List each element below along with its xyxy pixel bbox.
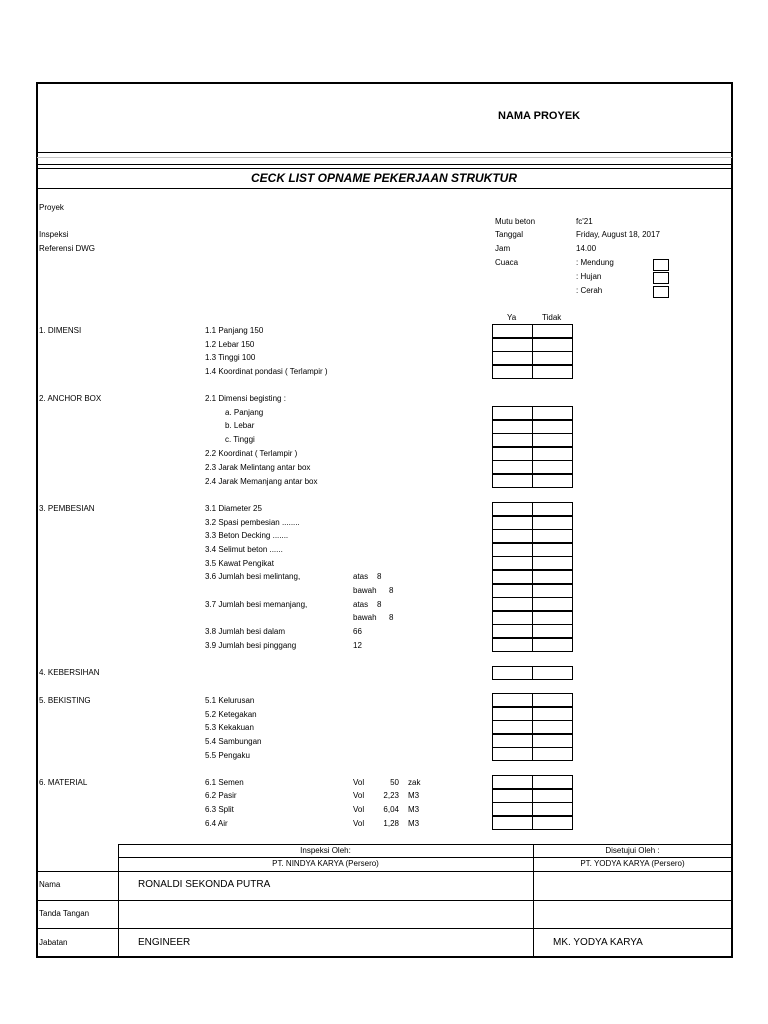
checkbox-ya[interactable] [492, 433, 533, 447]
form-title: CECK LIST OPNAME PEKERJAAN STRUKTUR [250, 171, 517, 185]
checkbox-ya[interactable] [492, 447, 533, 461]
list-item: 3.5 Kawat Pengikat [205, 559, 274, 568]
checkbox-tidak[interactable] [532, 516, 573, 530]
jam-value: 14.00 [576, 244, 597, 253]
list-item: 1.1 Panjang 150 [205, 326, 264, 335]
checkbox-tidak[interactable] [532, 638, 573, 652]
list-item: a. Panjang [225, 408, 264, 417]
checkbox-ya[interactable] [492, 584, 533, 598]
checkbox-tidak[interactable] [532, 747, 573, 761]
list-item: 3.8 Jumlah besi dalam [205, 627, 286, 636]
item-sub-value: 66 [353, 627, 362, 636]
checkbox-tidak[interactable] [532, 584, 573, 598]
checkbox-tidak[interactable] [532, 816, 573, 830]
checkbox-tidak[interactable] [532, 447, 573, 461]
checkbox-ya[interactable] [492, 406, 533, 420]
material-vol-label: Vol [353, 819, 365, 828]
checkbox-ya[interactable] [492, 460, 533, 474]
list-item: 5.3 Kekakuan [205, 723, 254, 732]
material-unit: M3 [408, 791, 420, 800]
material-vol-value: 6,04 [383, 805, 399, 814]
mutu-beton-label: Mutu beton [495, 217, 536, 226]
item-sub-value: 8 [389, 586, 394, 595]
checkbox-tidak[interactable] [532, 460, 573, 474]
checkbox-ya[interactable] [492, 529, 533, 543]
proyek-label: Proyek [39, 203, 64, 212]
inspeksi-label: Inspeksi [39, 230, 69, 239]
checkbox-ya[interactable] [492, 502, 533, 516]
checkbox-ya[interactable] [492, 775, 533, 789]
list-item: 1.2 Lebar 150 [205, 340, 255, 349]
material-vol-label: Vol [353, 791, 365, 800]
checkbox-tidak[interactable] [532, 666, 573, 680]
weather-option-mendung: : Mendung [576, 258, 614, 267]
checkbox-tidak[interactable] [532, 789, 573, 803]
item-sub-value: 12 [353, 641, 362, 650]
checkbox-ya[interactable] [492, 720, 533, 734]
list-item: 2.3 Jarak Melintang antar box [205, 463, 311, 472]
weather-checkbox-hujan[interactable] [653, 272, 669, 284]
weather-checkbox-cerah[interactable] [653, 286, 669, 298]
list-item: 3.6 Jumlah besi melintang, [205, 572, 301, 581]
checkbox-ya[interactable] [492, 543, 533, 557]
list-item: 2.4 Jarak Memanjang antar box [205, 477, 318, 486]
material-vol-label: Vol [353, 778, 365, 787]
list-item: 1.3 Tinggi 100 [205, 353, 256, 362]
company-left: PT. NINDYA KARYA (Persero) [272, 859, 379, 868]
section-title-material: 6. MATERIAL [39, 778, 88, 787]
list-item: c. Tinggi [225, 435, 255, 444]
list-item: 5.2 Ketegakan [205, 710, 257, 719]
list-item: 3.3 Beton Decking ....... [205, 531, 289, 540]
checkbox-ya[interactable] [492, 420, 533, 434]
material-vol-value: 50 [390, 778, 399, 787]
list-item: 3.4 Selimut beton ...... [205, 545, 283, 554]
checkbox-ya[interactable] [492, 324, 533, 338]
material-vol-value: 2,23 [383, 791, 399, 800]
list-item: b. Lebar [225, 421, 255, 430]
list-item: 6.2 Pasir [205, 791, 237, 800]
checkbox-tidak[interactable] [532, 597, 573, 611]
company-right: PT. YODYA KARYA (Persero) [580, 859, 685, 868]
checkbox-tidak[interactable] [532, 611, 573, 625]
material-vol-value: 1,28 [383, 819, 399, 828]
item-sub-label: bawah [353, 586, 377, 595]
checkbox-tidak[interactable] [532, 420, 573, 434]
item-sub-value: 8 [389, 613, 394, 622]
checkbox-ya[interactable] [492, 789, 533, 803]
nama-label: Nama [39, 880, 61, 889]
inspeksi-oleh-heading: Inspeksi Oleh: [300, 846, 351, 855]
weather-option-cerah: : Cerah [576, 286, 603, 295]
project-name-label: NAMA PROYEK [498, 110, 581, 122]
list-item: 3.1 Diameter 25 [205, 504, 262, 513]
section-title-kebersihan: 4. KEBERSIHAN [39, 668, 100, 677]
checkbox-ya[interactable] [492, 666, 533, 680]
list-item: 1.4 Koordinat pondasi ( Terlampir ) [205, 367, 328, 376]
list-item: 6.4 Air [205, 819, 228, 828]
referensi-dwg-label: Referensi DWG [39, 244, 96, 253]
item-sub-label: atas [353, 572, 369, 581]
checkbox-ya[interactable] [492, 638, 533, 652]
section-title-pembesian: 3. PEMBESIAN [39, 504, 95, 513]
item-sub-label: bawah [353, 613, 377, 622]
checkbox-tidak[interactable] [532, 556, 573, 570]
checkbox-ya[interactable] [492, 556, 533, 570]
cuaca-label: Cuaca [495, 258, 519, 267]
checkbox-tidak[interactable] [532, 720, 573, 734]
checkbox-tidak[interactable] [532, 338, 573, 352]
tanggal-value: Friday, August 18, 2017 [576, 230, 660, 239]
item-sub-value: 8 [377, 572, 382, 581]
weather-option-hujan: : Hujan [576, 272, 602, 281]
checkbox-ya[interactable] [492, 802, 533, 816]
item-sub-value: 8 [377, 600, 382, 609]
section-title-anchor-box: 2. ANCHOR BOX [39, 394, 102, 403]
material-unit: zak [408, 778, 421, 787]
checkbox-ya[interactable] [492, 516, 533, 530]
checkbox-tidak[interactable] [532, 474, 573, 488]
mutu-beton-value: fc'21 [576, 217, 593, 226]
tanda-tangan-label: Tanda Tangan [39, 909, 90, 918]
jam-label: Jam [495, 244, 511, 253]
checkbox-tidak[interactable] [532, 570, 573, 584]
section-title-bekisting: 5. BEKISTING [39, 696, 91, 705]
checkbox-ya[interactable] [492, 570, 533, 584]
checkbox-tidak[interactable] [532, 624, 573, 638]
checkbox-ya[interactable] [492, 707, 533, 721]
checkbox-tidak[interactable] [532, 433, 573, 447]
checkbox-ya[interactable] [492, 474, 533, 488]
section-title-dimensi: 1. DIMENSI [39, 326, 82, 335]
nama-left-value: RONALDI SEKONDA PUTRA [138, 879, 271, 890]
checkbox-ya[interactable] [492, 816, 533, 830]
weather-checkbox-mendung[interactable] [653, 259, 669, 271]
list-item: 2.2 Koordinat ( Terlampir ) [205, 449, 298, 458]
checkbox-tidak[interactable] [532, 543, 573, 557]
checkbox-ya[interactable] [492, 351, 533, 365]
checkbox-ya[interactable] [492, 624, 533, 638]
list-item: 5.1 Kelurusan [205, 696, 255, 705]
checkbox-tidak[interactable] [532, 707, 573, 721]
checkbox-ya[interactable] [492, 338, 533, 352]
list-item: 5.4 Sambungan [205, 737, 262, 746]
checkbox-tidak[interactable] [532, 734, 573, 748]
checkbox-tidak[interactable] [532, 502, 573, 516]
list-item: 3.2 Spasi pembesian ........ [205, 518, 300, 527]
material-unit: M3 [408, 819, 420, 828]
checkbox-tidak[interactable] [532, 365, 573, 379]
checkbox-tidak[interactable] [532, 324, 573, 338]
material-vol-label: Vol [353, 805, 365, 814]
list-item: 3.9 Jumlah besi pinggang [205, 641, 297, 650]
item-sub-label: atas [353, 600, 369, 609]
checkbox-ya[interactable] [492, 747, 533, 761]
jabatan-label: Jabatan [39, 938, 68, 947]
material-unit: M3 [408, 805, 420, 814]
jabatan-right-value: MK. YODYA KARYA [553, 937, 643, 948]
list-item: 2.1 Dimensi begisting : [205, 394, 286, 403]
jabatan-left-value: ENGINEER [138, 937, 191, 948]
column-ya: Ya [507, 313, 517, 322]
checkbox-tidak[interactable] [532, 351, 573, 365]
checkbox-ya[interactable] [492, 597, 533, 611]
checkbox-tidak[interactable] [532, 406, 573, 420]
list-item: 5.5 Pengaku [205, 751, 250, 760]
checkbox-ya[interactable] [492, 734, 533, 748]
tanggal-label: Tanggal [495, 230, 524, 239]
checkbox-tidak[interactable] [532, 693, 573, 707]
list-item: 6.1 Semen [205, 778, 244, 787]
checkbox-ya[interactable] [492, 365, 533, 379]
checkbox-tidak[interactable] [532, 775, 573, 789]
checkbox-ya[interactable] [492, 611, 533, 625]
checkbox-tidak[interactable] [532, 802, 573, 816]
list-item: 3.7 Jumlah besi memanjang, [205, 600, 308, 609]
checkbox-tidak[interactable] [532, 529, 573, 543]
column-tidak: Tidak [542, 313, 562, 322]
list-item: 6.3 Split [205, 805, 234, 814]
disetujui-oleh-heading: Disetujui Oleh : [605, 846, 660, 855]
checkbox-ya[interactable] [492, 693, 533, 707]
